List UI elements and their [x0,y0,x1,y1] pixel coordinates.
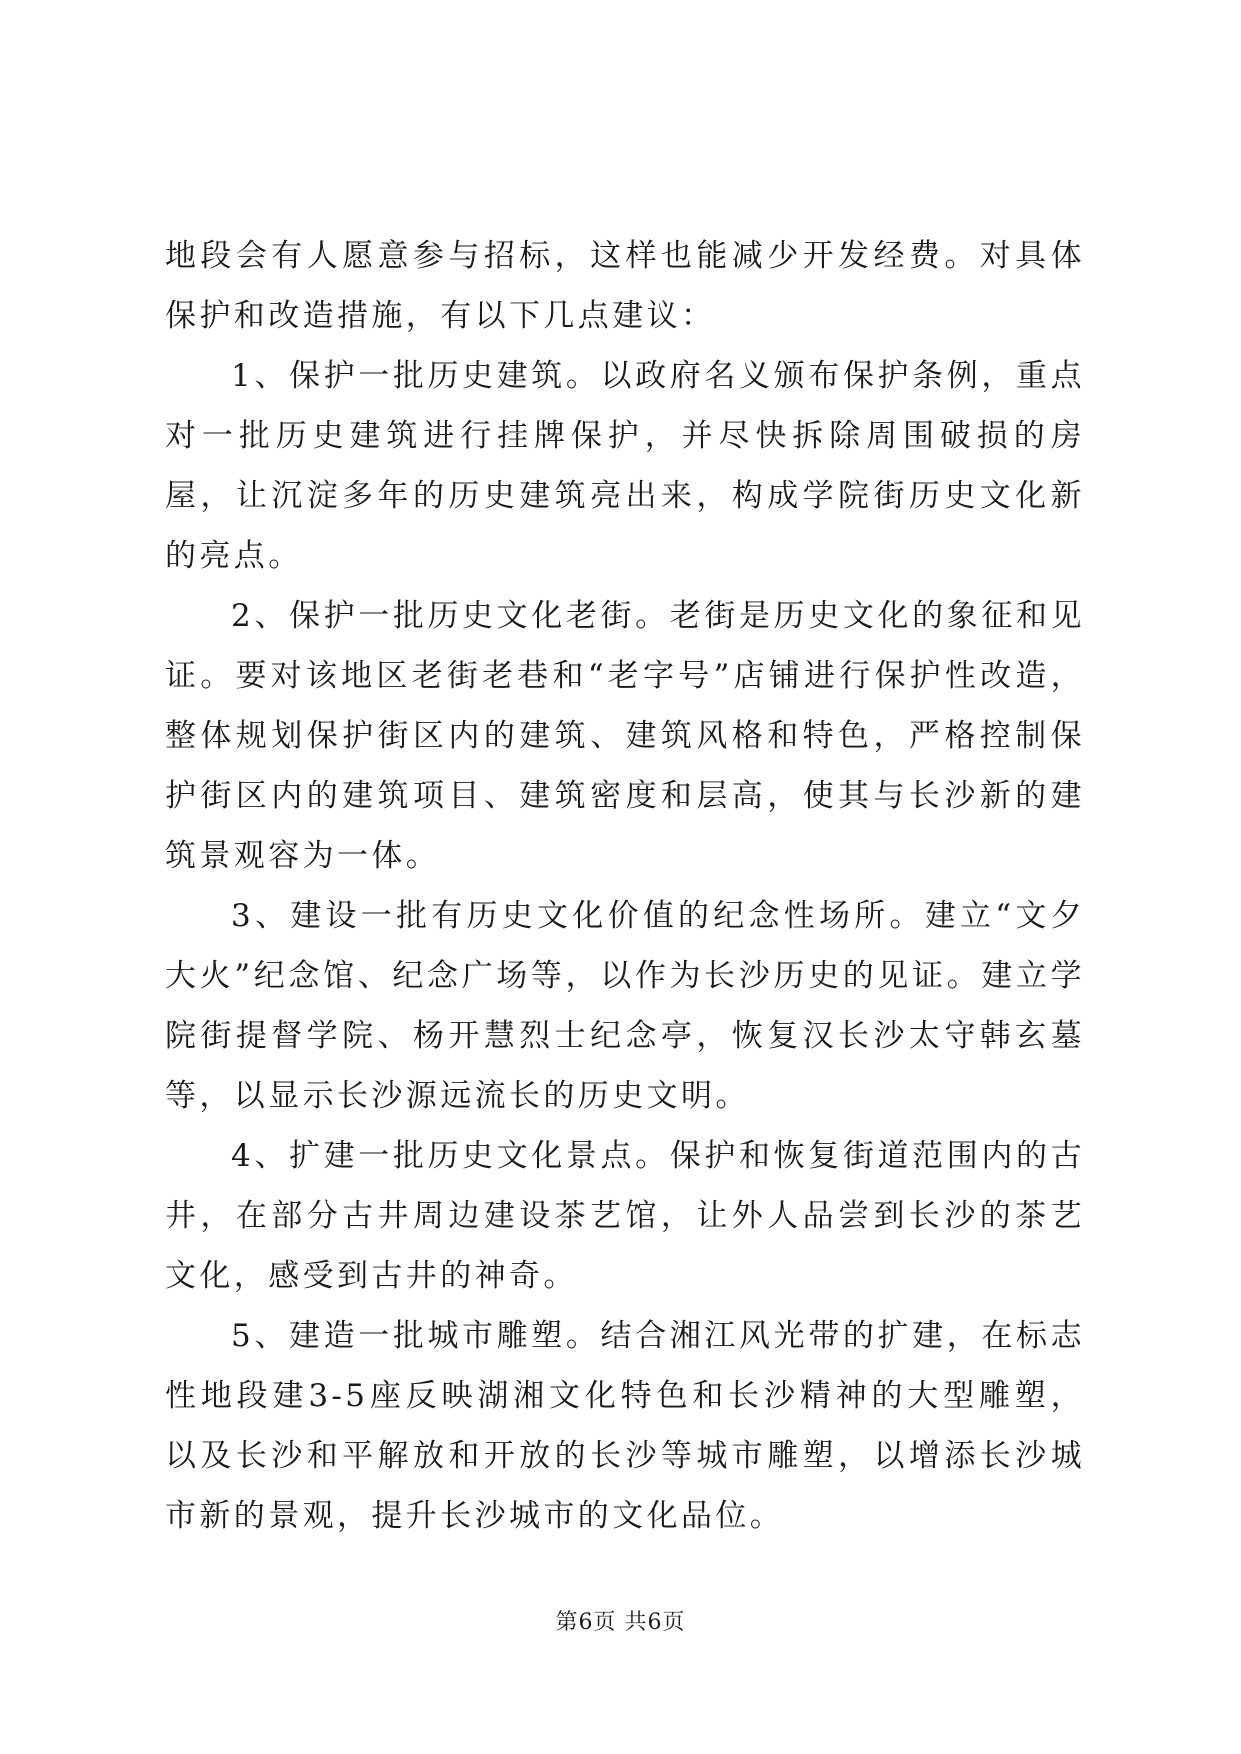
document-body [165,226,1085,1546]
paragraph-item-1: 1、保护一批历史建筑。以政府名义颁布保护条例，重点对一批历史建筑进行挂牌保护，并尽快拆除周围破损的房屋，让沉淀多年的历史建筑亮出来，构成学院街历史文化新的亮点。 [165,358,1085,574]
paragraph-continuation: 地段会有人愿意参与招标，这样也能减少开发经费。对具体保护和改造措施，有以下几点建议： [165,238,1085,334]
page-number-footer: 第6页 共6页 [555,1610,686,1635]
paragraph-item-5: 5、建造一批城市雕塑。结合湘江风光带的扩建，在标志性地段建3-5座反映湖湘文化特色和长沙精神的大型雕塑，以及长沙和平解放和开放的长沙等城市雕塑，以增添长沙城市新的景观，提升长沙城市的文化品位。 [165,1318,1085,1534]
paragraph-item-2: 2、保护一批历史文化老街。老街是历史文化的象征和见证。要对该地区老街老巷和“老字号”店铺进行保护性改造，整体规划保护街区内的建筑、建筑风格和特色，严格控制保护街区内的建筑项目、建筑密度和层高，使其与长沙新的建筑景观容为一体。 [165,598,1085,874]
paragraph-item-3: 3、建设一批有历史文化价值的纪念性场所。建立“文夕大火”纪念馆、纪念广场等，以作为长沙历史的见证。建立学院街提督学院、杨开慧烈士纪念亭，恢复汉长沙太守韩玄墓等，以显示长沙源远流长的历史文明。 [165,898,1085,1114]
paragraph-item-4: 4、扩建一批历史文化景点。保护和恢复街道范围内的古井，在部分古井周边建设茶艺馆，让外人品尝到长沙的茶艺文化，感受到古井的神奇。 [165,1138,1085,1294]
